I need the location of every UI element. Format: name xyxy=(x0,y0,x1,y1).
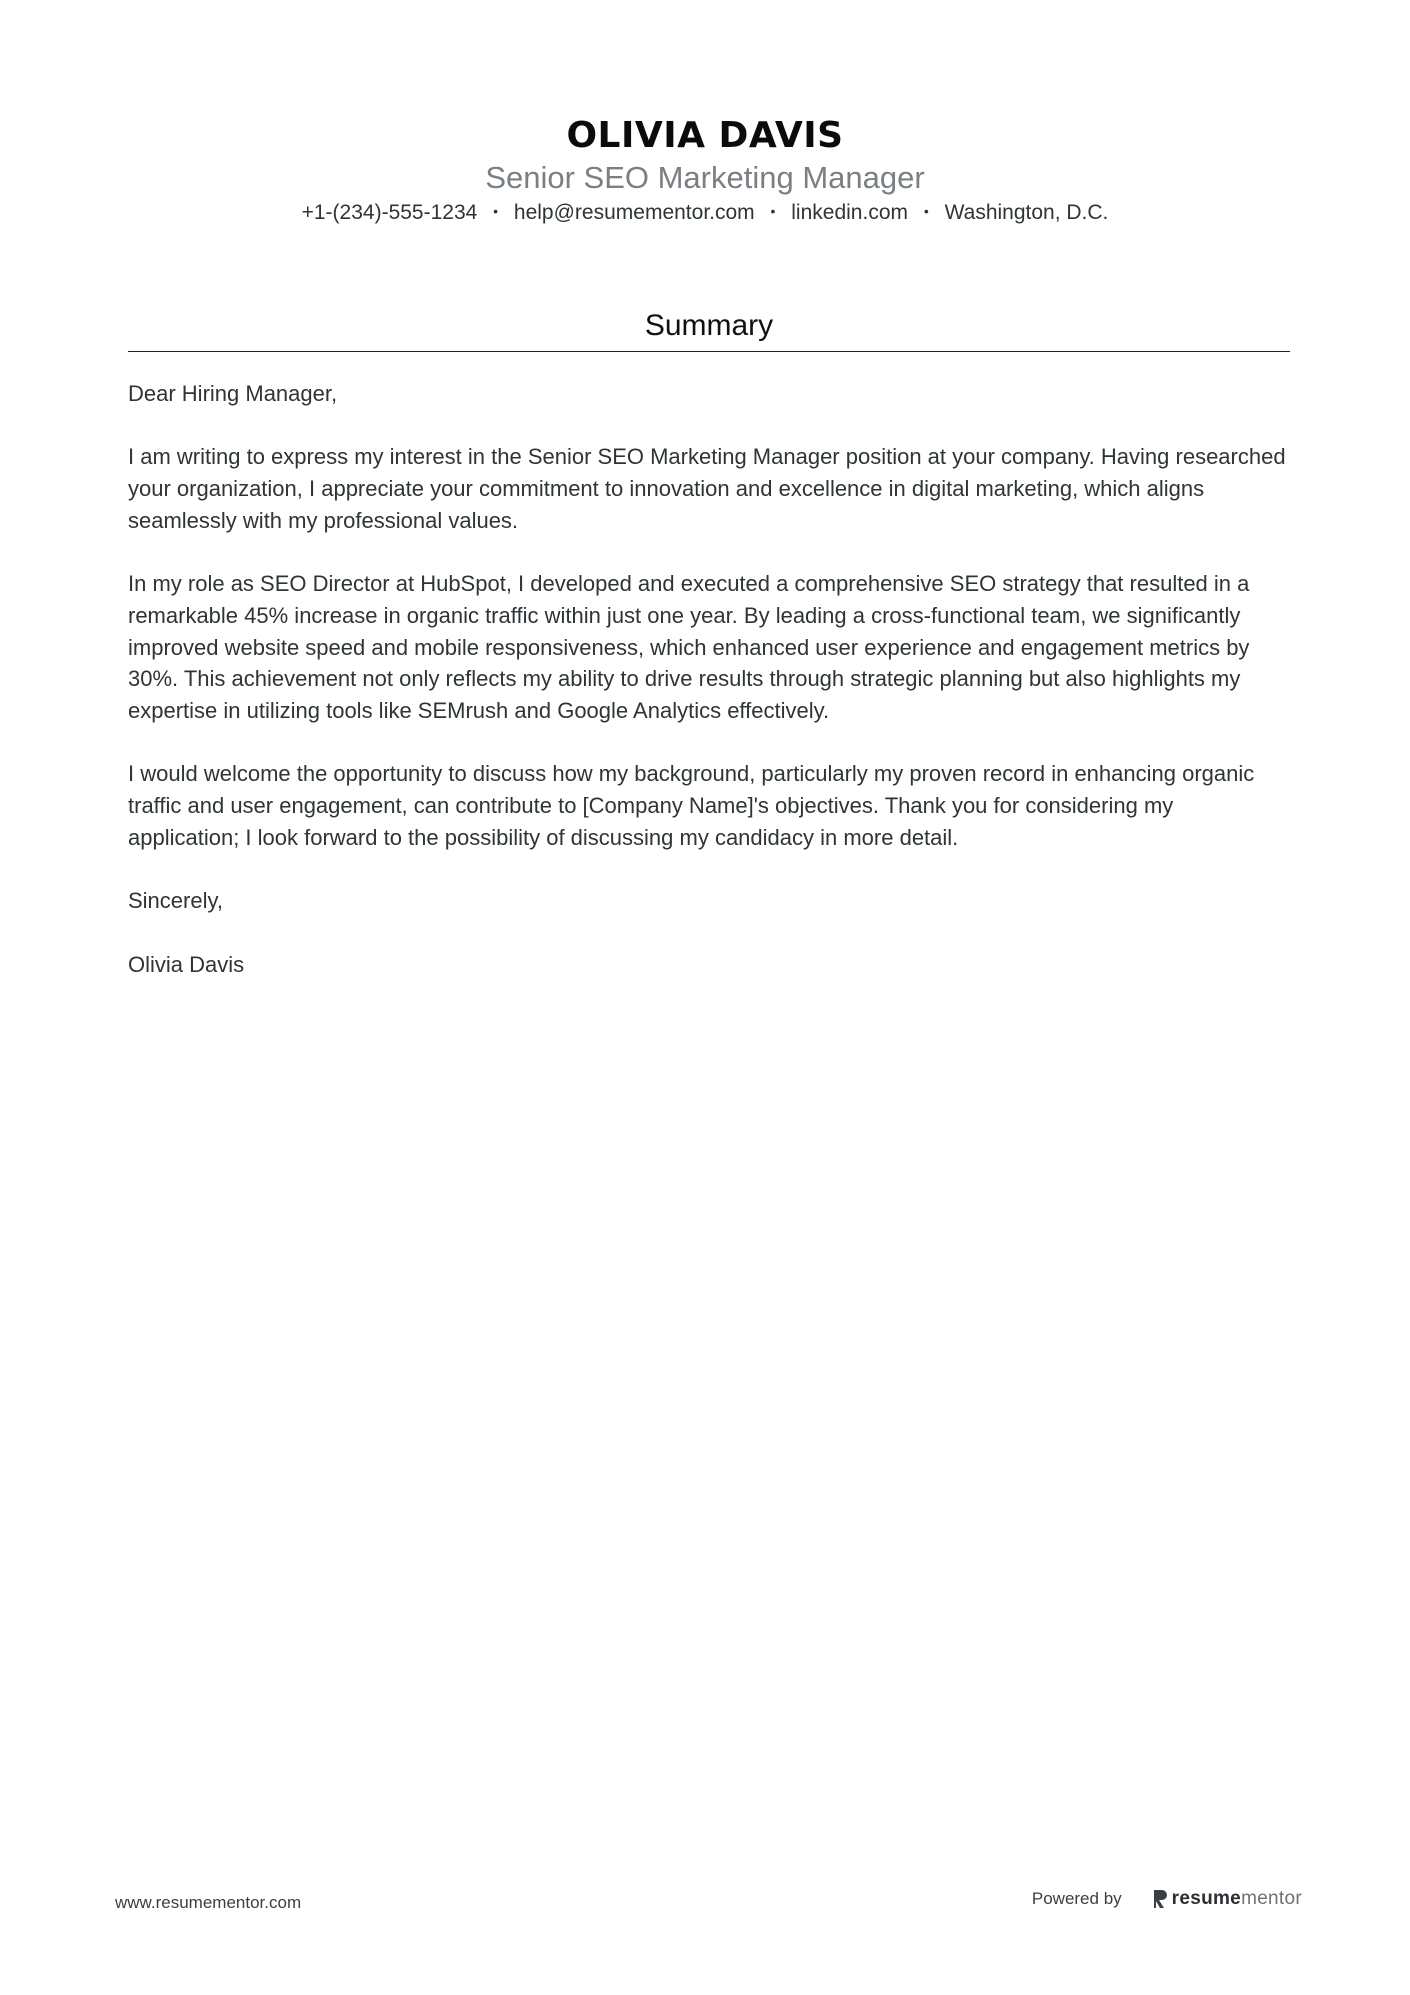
brand-logo[interactable] xyxy=(1152,1888,1302,1910)
contact-separator: • xyxy=(770,203,776,220)
footer-website[interactable]: www.resumementor.com xyxy=(115,1893,302,1912)
footer-branding xyxy=(1032,1888,1302,1910)
letter-greeting: Dear Hiring Manager, xyxy=(128,381,338,406)
header xyxy=(0,112,1410,228)
candidate-title: Senior SEO Marketing Manager xyxy=(485,160,925,195)
letter-paragraph: In my role as SEO Director at HubSpot, I developed and executed a comprehensive SEO strategy that resulted in a remarkable 45% increase in organic traffic within just one year. By leading a cross-functional team, we significantly improved website speed and mobile responsiveness, which enhanced user experience and engagement metrics by 30%. This achievement not only reflects my ability to drive results through strategic planning but also highlights my expertise in utilizing tools like SEMrush and Google Analytics effectively. xyxy=(128,571,1250,723)
brand-name-bold: resume xyxy=(1171,1888,1242,1909)
contact-location: Washington, D.C. xyxy=(944,201,1109,224)
letter-paragraph: I am writing to express my interest in the Senior SEO Marketing Manager position at your company. Having researched your organization, I appreciate your commitment to innovation and excellence in digital marketing, which aligns seamlessly with my professional values. xyxy=(128,444,1286,533)
contact-line xyxy=(0,198,1410,228)
brand-name-light: mentor xyxy=(1241,1888,1302,1909)
powered-by-label: Powered by xyxy=(1031,1889,1122,1908)
contact-phone: +1-(234)-555-1234 xyxy=(301,201,478,224)
letter-signature: Olivia Davis xyxy=(128,951,245,977)
resumementor-logo-icon xyxy=(1152,1889,1168,1909)
contact-email[interactable]: help@resumementor.com xyxy=(513,201,755,224)
contact-separator: • xyxy=(923,203,929,220)
letter-closing: Sincerely, xyxy=(128,888,223,914)
letter-paragraph: I would welcome the opportunity to discuss how my background, particularly my proven record in enhancing organic traffic and user engagement, can contribute to [Company Name]'s objectives. Thank you for considering my application; I look forward to the possibility of discussing my candidacy in more detail. xyxy=(128,761,1255,850)
letter-body xyxy=(128,378,1290,1012)
section-divider xyxy=(128,351,1290,352)
contact-linkedin[interactable]: linkedin.com xyxy=(791,201,908,224)
section-title: Summary xyxy=(644,309,774,342)
contact-separator: • xyxy=(493,203,499,220)
candidate-name: OLIVIA DAVIS xyxy=(566,115,844,156)
